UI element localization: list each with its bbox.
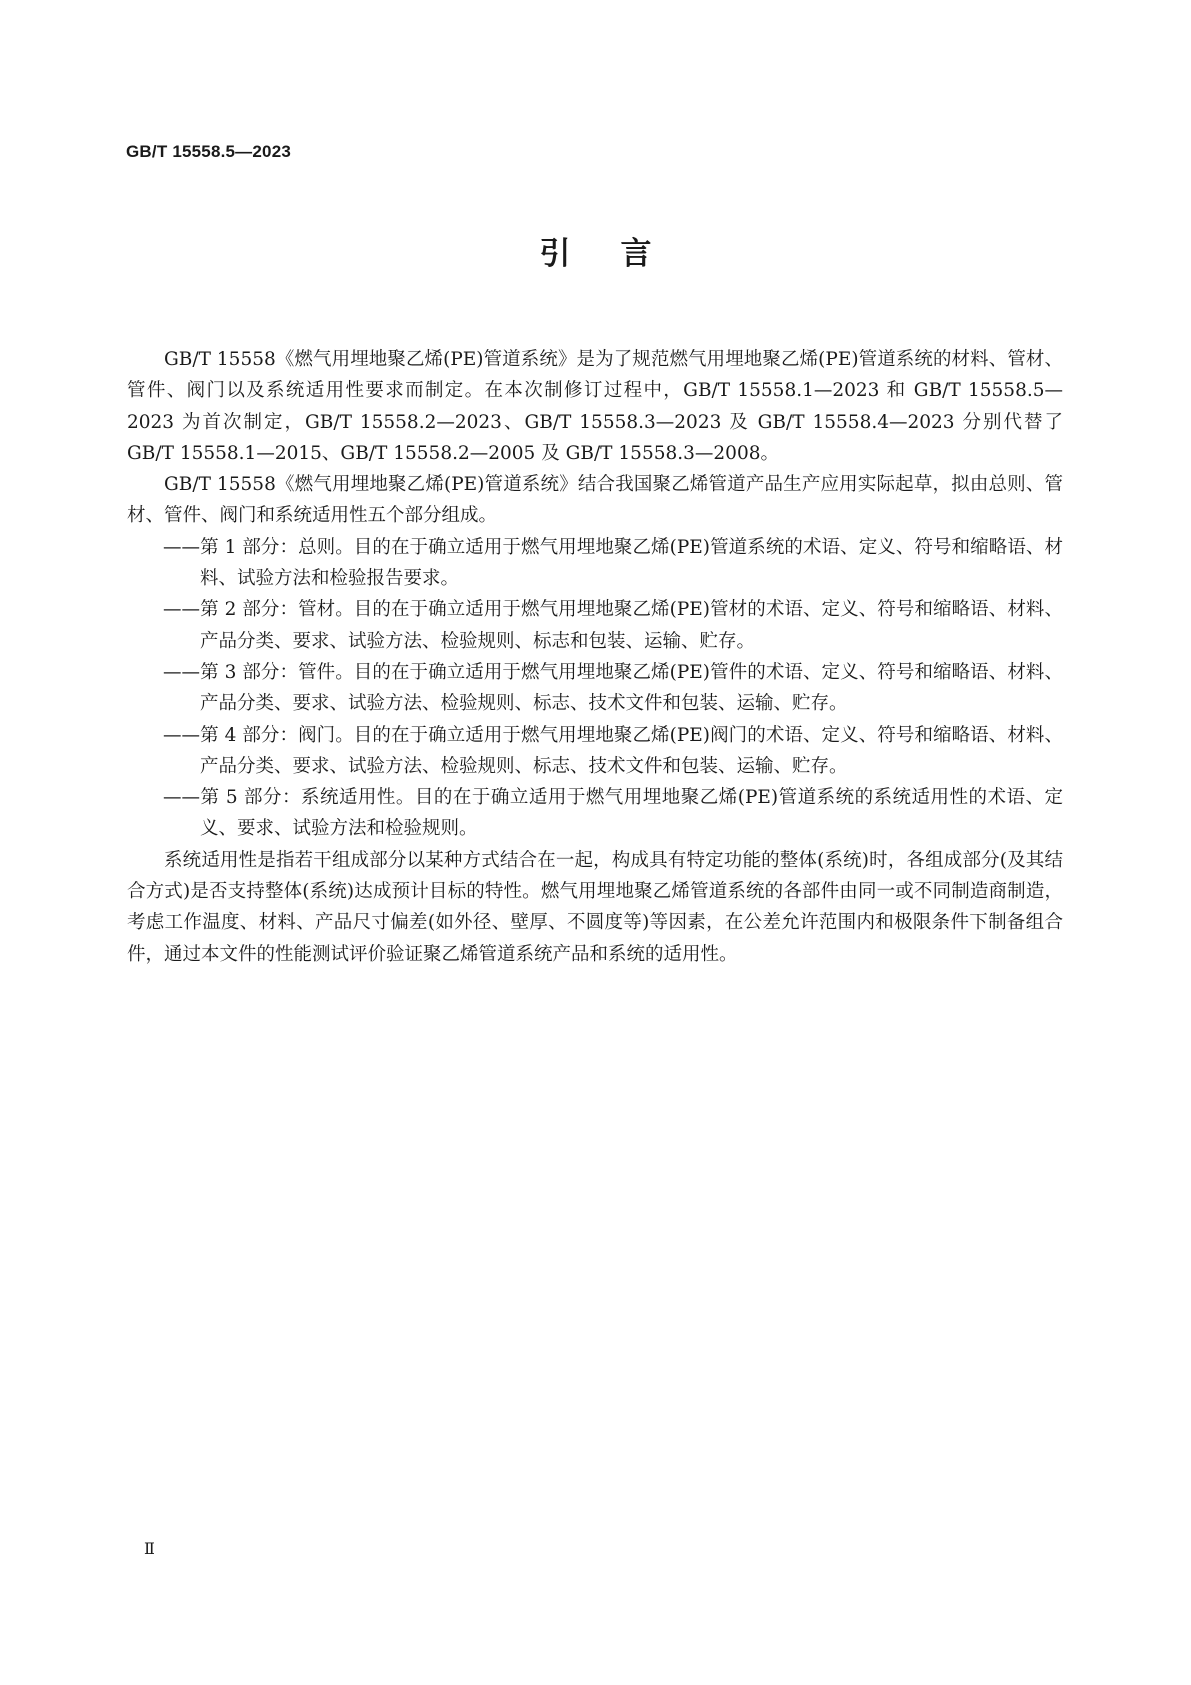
page-number: Ⅱ: [144, 1539, 155, 1558]
part-item-1: ——第 1 部分：总则。目的在于确立适用于燃气用埋地聚乙烯(PE)管道系统的术语、定义、符号和缩略语、材料、试验方法和检验报告要求。: [163, 536, 1063, 590]
closing-paragraph: 系统适用性是指若干组成部分以某种方式结合在一起，构成具有特定功能的整体(系统)时，各组成部分(及其结合方式)是否支持整体(系统)达成预计目标的特性。燃气用埋地聚乙烯管道系统的各部件由同一或不同制造商制造，考虑工作温度、材料、产品尺寸偏差(如外径、壁厚、不圆度等)等因素，在公差允许范围内和极限条件下制备组合件，通过本文件的性能测试评价验证聚乙烯管道系统产品和系统的适用性。: [127, 849, 1063, 965]
part-item-5: ——第 5 部分：系统适用性。目的在于确立适用于燃气用埋地聚乙烯(PE)管道系统的系统适用性的术语、定义、要求、试验方法和检验规则。: [163, 787, 1063, 840]
part-item-2: ——第 2 部分：管材。目的在于确立适用于燃气用埋地聚乙烯(PE)管材的术语、定义、符号和缩略语、材料、产品分类、要求、试验方法、检验规则、标志和包装、运输、贮存。: [163, 599, 1063, 652]
document-body: [127, 344, 1063, 970]
intro-paragraph-1: GB/T 15558《燃气用埋地聚乙烯(PE)管道系统》是为了规范燃气用埋地聚乙烯(PE)管道系统的材料、管材、管件、阀门以及系统适用性要求而制定。在本次制修订过程中，GB/T 15558.1—2023 和 GB/T 15558.5—2023 为首次制定，GB/T 15558.2—2023、GB/T 15558.3—2023 及 GB/T 15558.4—2023 分别代替了 GB/T 15558.1—2015、GB/T 15558.2—2005 及 GB/T 15558.3—2008。: [127, 349, 1063, 464]
part-item-4: ——第 4 部分：阀门。目的在于确立适用于燃气用埋地聚乙烯(PE)阀门的术语、定义、符号和缩略语、材料、产品分类、要求、试验方法、检验规则、标志、技术文件和包装、运输、贮存。: [163, 724, 1063, 777]
intro-paragraph-2: GB/T 15558《燃气用埋地聚乙烯(PE)管道系统》结合我国聚乙烯管道产品生产应用实际起草，拟由总则、管材、管件、阀门和系统适用性五个部分组成。: [127, 474, 1063, 527]
part-item-3: ——第 3 部分：管件。目的在于确立适用于燃气用埋地聚乙烯(PE)管件的术语、定义、符号和缩略语、材料、产品分类、要求、试验方法、检验规则、标志、技术文件和包装、运输、贮存。: [163, 661, 1063, 715]
document-code: GB/T 15558.5—2023: [126, 142, 291, 161]
page-title: 引言: [539, 236, 702, 272]
